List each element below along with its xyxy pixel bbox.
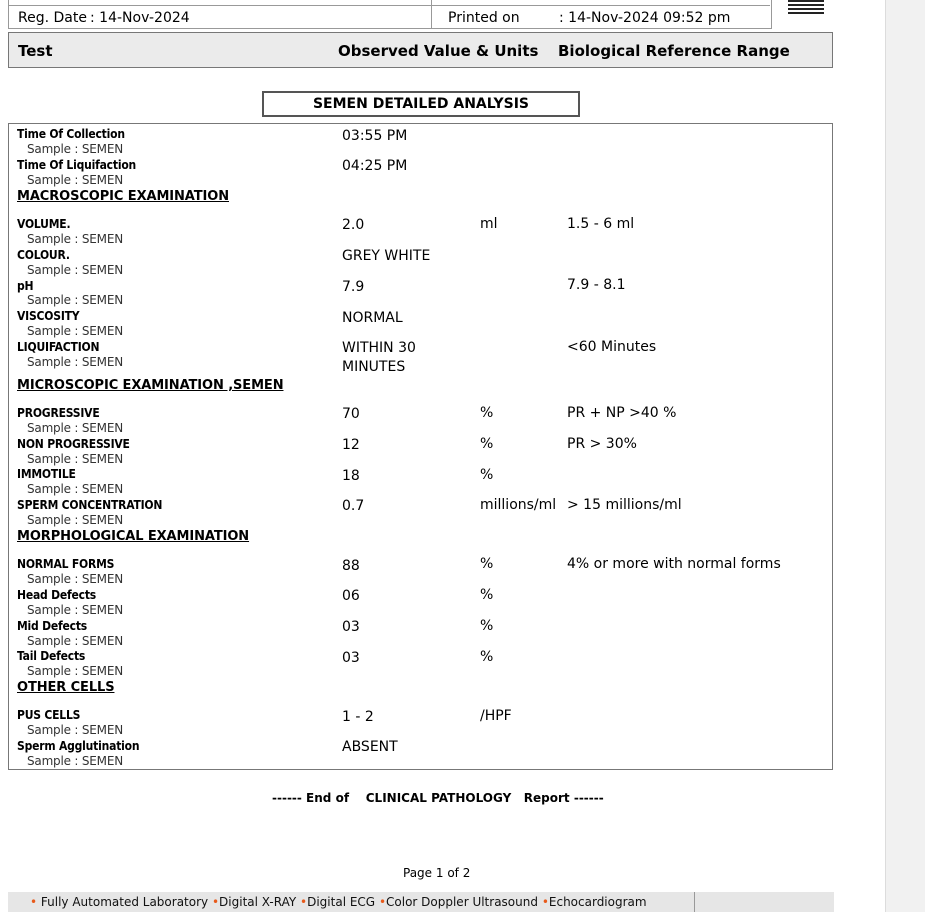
page-number: Page 1 of 2 (403, 866, 471, 880)
section-heading-macroscopic: MACROSCOPIC EXAMINATION (17, 189, 229, 204)
test-name: Tail Defects (17, 649, 86, 663)
bullet-icon: • (300, 895, 308, 909)
bullet-icon: • (30, 895, 38, 909)
sample-label: Sample : SEMEN (27, 723, 123, 737)
footer-services (30, 895, 647, 909)
sample-label: Sample : SEMEN (27, 421, 123, 435)
bullet-icon: • (378, 895, 387, 909)
test-unit: % (480, 436, 494, 452)
test-unit: % (480, 467, 494, 483)
test-unit: % (480, 556, 494, 572)
reg-date-value: : 14-Nov-2024 (90, 10, 190, 26)
test-value: GREY WHITE (342, 248, 431, 264)
test-name: VOLUME. (17, 217, 71, 231)
test-value: NORMAL (342, 310, 403, 326)
test-unit: % (480, 587, 494, 603)
sample-label: Sample : SEMEN (27, 452, 123, 466)
test-value: 03 (342, 619, 360, 635)
test-name: VISCOSITY (17, 309, 80, 323)
test-unit: % (480, 618, 494, 634)
printed-on-value: : 14-Nov-2024 09:52 pm (559, 10, 731, 26)
test-value: 1 - 2 (342, 709, 374, 725)
sample-label: Sample : SEMEN (27, 664, 123, 678)
reg-date-label: Reg. Date (18, 10, 87, 26)
test-value: 12 (342, 437, 360, 453)
test-value: WITHIN 30 (342, 340, 416, 356)
test-name: PUS CELLS (17, 708, 81, 722)
sample-label: Sample : SEMEN (27, 603, 123, 617)
sample-label: Sample : SEMEN (27, 513, 123, 527)
test-name: Sperm Agglutination (17, 739, 140, 753)
test-unit: millions/ml (480, 497, 557, 513)
test-reference: 4% or more with normal forms (567, 556, 781, 572)
sample-label: Sample : SEMEN (27, 232, 123, 246)
col-test: Test (18, 42, 53, 60)
test-name: IMMOTILE (17, 467, 76, 481)
end-of-report-text: ------ End of CLINICAL PATHOLOGY Report ------ (272, 791, 604, 805)
test-value: 03:55 PM (342, 128, 408, 144)
test-reference: 1.5 - 6 ml (567, 216, 635, 232)
test-unit: % (480, 649, 494, 665)
sample-label: Sample : SEMEN (27, 263, 123, 277)
test-reference: PR > 30% (567, 436, 637, 452)
test-value: 2.0 (342, 217, 365, 233)
header-column-divider (431, 0, 432, 29)
sample-label: Sample : SEMEN (27, 324, 123, 338)
results-table (8, 123, 833, 770)
test-value: 18 (342, 468, 360, 484)
sample-label: Sample : SEMEN (27, 355, 123, 369)
test-reference: PR + NP >40 % (567, 405, 677, 421)
sample-label: Sample : SEMEN (27, 572, 123, 586)
test-value: 0.7 (342, 498, 365, 514)
bullet-icon: • (211, 895, 220, 909)
test-value: 70 (342, 406, 360, 422)
test-value-continued: MINUTES (342, 359, 406, 375)
test-value: 7.9 (342, 279, 365, 295)
footer-item: Digital X-RAY (219, 895, 297, 909)
footer-item: Echocardiogram (548, 895, 647, 909)
test-unit: % (480, 405, 494, 421)
test-name: NORMAL FORMS (17, 557, 115, 571)
test-name: SPERM CONCENTRATION (17, 498, 163, 512)
test-name: Time Of Liquifaction (17, 158, 137, 172)
test-value: 04:25 PM (342, 158, 408, 174)
sample-label: Sample : SEMEN (27, 293, 123, 307)
test-name: pH (17, 279, 34, 293)
col-reference: Biological Reference Range (558, 42, 790, 60)
test-name: LIQUIFACTION (17, 340, 100, 354)
section-heading-other-cells: OTHER CELLS (17, 680, 115, 695)
footer-divider (694, 892, 695, 912)
vertical-scrollbar[interactable] (885, 0, 925, 912)
footer-item: Digital ECG (307, 895, 376, 909)
col-observed: Observed Value & Units (338, 42, 539, 60)
sample-label: Sample : SEMEN (27, 482, 123, 496)
sample-label: Sample : SEMEN (27, 173, 123, 187)
section-heading-morphological: MORPHOLOGICAL EXAMINATION (17, 529, 250, 544)
footer-item: Fully Automated Laboratory (40, 895, 209, 909)
test-name: COLOUR. (17, 248, 70, 262)
test-reference: <60 Minutes (567, 339, 657, 355)
test-reference: > 15 millions/ml (567, 497, 682, 513)
test-value: 06 (342, 588, 360, 604)
column-header-bar (8, 32, 833, 68)
printed-on-label: Printed on (448, 10, 520, 26)
footer-item: Color Doppler Ultrasound (386, 895, 538, 909)
test-name: Mid Defects (17, 619, 88, 633)
section-heading-microscopic: MICROSCOPIC EXAMINATION ,SEMEN (17, 378, 284, 393)
test-value: 03 (342, 650, 360, 666)
test-name: NON PROGRESSIVE (17, 437, 130, 451)
test-value: 88 (342, 558, 360, 574)
sample-label: Sample : SEMEN (27, 142, 123, 156)
test-value: ABSENT (342, 739, 398, 755)
test-name: Head Defects (17, 588, 97, 602)
test-unit: ml (480, 216, 498, 232)
test-name: Time Of Collection (17, 127, 125, 141)
test-unit: /HPF (480, 708, 512, 724)
sample-label: Sample : SEMEN (27, 634, 123, 648)
bullet-icon: • (541, 895, 549, 909)
footer-services-bar (8, 892, 834, 912)
sample-label: Sample : SEMEN (27, 754, 123, 768)
report-title: SEMEN DETAILED ANALYSIS (262, 91, 580, 117)
test-reference: 7.9 - 8.1 (567, 277, 626, 293)
barcode-icon (788, 0, 824, 18)
test-name: PROGRESSIVE (17, 406, 100, 420)
